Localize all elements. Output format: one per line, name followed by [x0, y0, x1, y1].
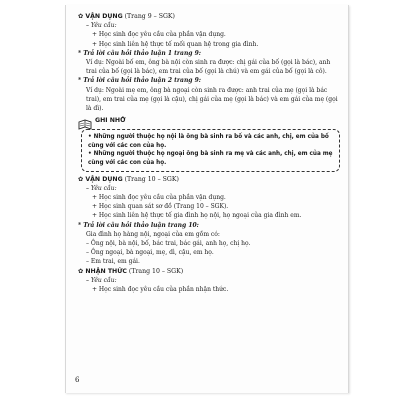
requirement-label: – Yêu cầu:	[86, 276, 117, 284]
section-heading-van-dung-10: ✿ VẬN DỤNG (Trang 10 – SGK)	[78, 175, 179, 183]
answer-paragraph: Ví dụ: Ngoài bố em, ông bà nội còn sinh ra được: chị gái của bố (gọi là bác), anh trai của bố (gọi là bác), em trai của bố (gọi là chú) và em gái của bố (gọi là cô).	[86, 59, 331, 76]
section-heading-van-dung-9: ✿ VẬN DỤNG (Trang 9 – SGK)	[78, 13, 175, 20]
requirement-label: – Yêu cầu:	[86, 22, 117, 30]
page-content	[78, 12, 340, 294]
flower-icon: ✿	[78, 267, 84, 275]
answer-item: – Ông ngoại, bà ngoại, mẹ, dì, cậu, em họ.	[86, 249, 214, 257]
page-number: 6	[75, 376, 80, 384]
book-icon	[78, 115, 92, 126]
requirement-item: + Học sinh đọc yêu cầu của phần vận dụng.	[92, 194, 226, 202]
requirement-label: – Yêu cầu:	[86, 184, 117, 192]
ghi-nho-title: GHI NHỚ	[95, 117, 126, 125]
note-bullet: • Những người thuộc họ ngoại ông bà sinh ra mẹ và các anh, chị, em của mẹ cùng với các con của họ.	[88, 151, 333, 167]
requirement-item: + Học sinh đọc yêu cầu của phần nhận thức.	[92, 286, 229, 294]
question-heading: * Trả lời câu hỏi thảo luận 2 trang 9:	[78, 77, 201, 85]
section-heading-nhan-thuc: ✿ NHẬN THỨC (Trang 10 – SGK)	[78, 267, 184, 275]
requirement-item: + Học sinh liên hệ thực tế mối quan hệ trong gia đình.	[92, 40, 259, 48]
note-bullet: • Những người thuộc họ nội là ông bà sinh ra bố và các anh, chị, em của bố cùng với các con của họ.	[88, 134, 329, 149]
requirement-item: + Học sinh đọc yêu cầu của phần vận dụng.	[92, 31, 226, 39]
question-heading: * Trả lời câu hỏi thảo luận trang 10:	[78, 221, 199, 229]
ghi-nho-box	[81, 129, 340, 171]
question-heading: * Trả lời câu hỏi thảo luận 1 trang 9:	[78, 49, 201, 57]
answer-paragraph: Ví dụ: Ngoài mẹ em, ông bà ngoại còn sinh ra được: anh trai của mẹ (gọi là bác trai), em trai của mẹ (gọi là cậu), chị gái của mẹ (gọi là bác) và em gái của mẹ (gọi là dì).	[86, 86, 338, 113]
answer-item: – Ông nội, bà nội, bố, bác trai, bác gái, anh họ, chị họ.	[86, 240, 251, 248]
ghi-nho-header	[78, 114, 340, 127]
answer-item: – Em trai, em gái.	[86, 258, 140, 266]
requirement-item: + Học sinh quan sát sơ đồ (Trang 10 – SGK).	[92, 203, 229, 211]
requirement-item: + Học sinh liên hệ thực tế gia đình họ nội, họ ngoại của gia đình em.	[92, 212, 302, 220]
flower-icon: ✿	[78, 175, 84, 183]
answer-intro: Gia đình họ hàng nội, ngoại của em gồm có:	[86, 230, 220, 238]
flower-icon: ✿	[78, 13, 84, 20]
